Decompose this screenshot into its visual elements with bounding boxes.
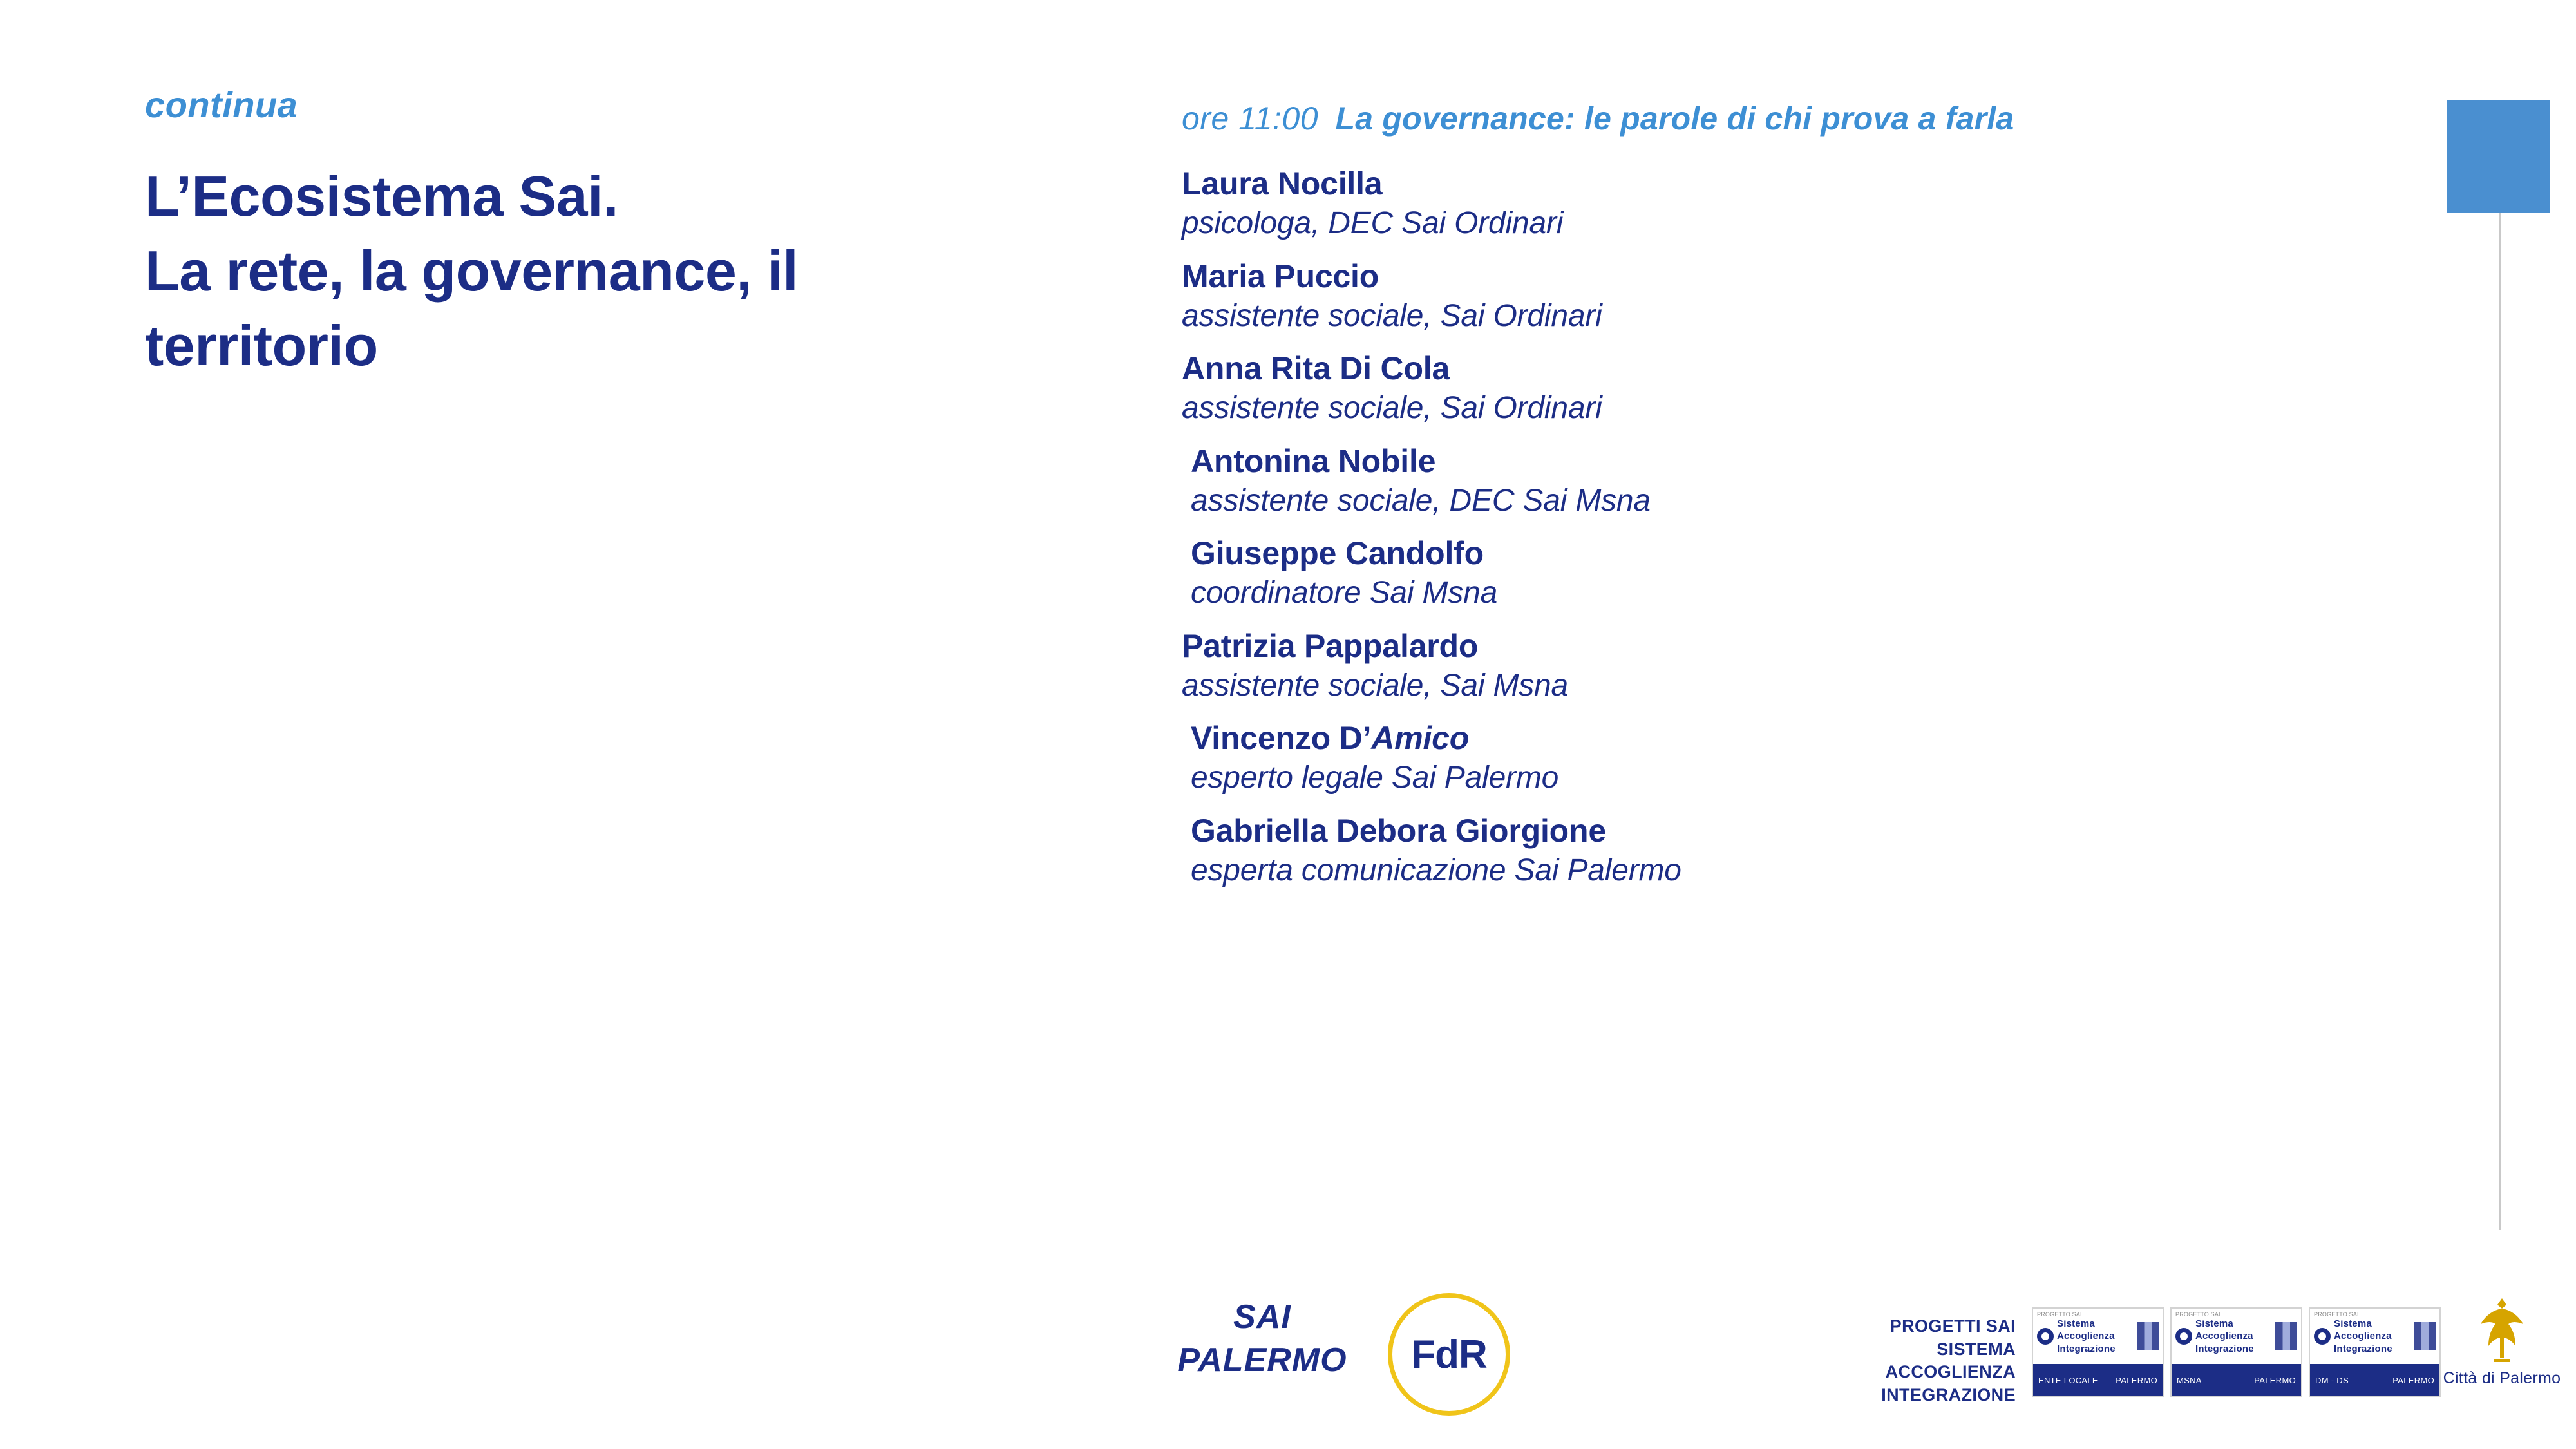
speaker-name: Giuseppe Candolfo	[1191, 535, 1484, 572]
session-time: ore 11:00	[1182, 100, 1319, 137]
progetti-sai-label: PROGETTI SAI SISTEMA ACCOGLIENZA INTEGRAZIONE	[1881, 1316, 2016, 1405]
page-title	[145, 159, 1046, 383]
eagle-crest-icon	[2474, 1296, 2530, 1367]
speaker-name: Antonina Nobile	[1191, 442, 1436, 479]
partner-logo-card	[2032, 1307, 2164, 1397]
sai-mark-icon	[2314, 1328, 2331, 1345]
fdr-logo: FdR	[1388, 1293, 1510, 1416]
speaker-role: assistente sociale, Sai Msna	[1182, 668, 1569, 703]
continua-kicker: continua	[145, 84, 298, 125]
speaker-entry	[1182, 534, 2438, 612]
left-column	[145, 84, 1046, 383]
partner-card-words: Sistema Accoglienza Integrazione	[2195, 1318, 2254, 1354]
partner-card-bottom	[2033, 1364, 2163, 1396]
partner-card-bottom	[2172, 1364, 2301, 1396]
sai-mark-icon	[2175, 1328, 2192, 1345]
speaker-name	[1191, 719, 2438, 758]
speaker-role: assistente sociale, Sai Ordinari	[1182, 298, 1602, 333]
speaker-entry	[1182, 627, 2438, 705]
citta-di-palermo-logo	[2441, 1296, 2563, 1388]
speaker-role: coordinatore Sai Msna	[1191, 576, 1498, 611]
partner-card-bottom-left: ENTE LOCALE	[2038, 1375, 2098, 1385]
partner-card-bottom	[2310, 1364, 2439, 1396]
speaker-name: Anna Rita Di Cola	[1182, 350, 1450, 387]
speaker-role: assistente sociale, DEC Sai Msna	[1191, 483, 1651, 518]
page-title-line-1: L’Ecosistema Sai.	[145, 164, 618, 228]
citta-di-palermo-label: Città di Palermo	[2443, 1369, 2561, 1387]
partner-card-bottom-right: PALERMO	[2392, 1375, 2434, 1385]
speaker-entry	[1182, 811, 2438, 890]
partner-card-words: Sistema Accoglienza Integrazione	[2334, 1318, 2392, 1354]
speaker-role: psicologa, DEC Sai Ordinari	[1182, 206, 1564, 240]
speaker-name: Laura Nocilla	[1182, 166, 1383, 202]
speaker-entry	[1182, 164, 2438, 243]
speaker-role: assistente sociale, Sai Ordinari	[1182, 391, 1602, 426]
page-title-line-3: territorio	[145, 314, 378, 378]
session-header	[1182, 100, 2438, 137]
flag-icon	[2414, 1322, 2436, 1350]
session-title: La governance: le parole di chi prova a farla	[1335, 100, 2014, 137]
speaker-name: Gabriella Debora Giorgione	[1191, 812, 1606, 849]
partner-card-tiny-label: PROGETTO SAI	[2037, 1311, 2082, 1318]
partner-card-bottom-right: PALERMO	[2116, 1375, 2157, 1385]
footer-logos	[0, 1282, 2576, 1449]
speaker-name-italic: Amico	[1371, 720, 1470, 757]
partner-card-tiny-label: PROGETTO SAI	[2314, 1311, 2359, 1318]
speaker-entry	[1182, 442, 2438, 520]
page-title-line-2: La rete, la governance, il	[145, 239, 799, 303]
partner-card-bottom-left: DM - DS	[2315, 1375, 2349, 1385]
speaker-entry	[1182, 349, 2438, 428]
sai-mark-icon	[2037, 1328, 2054, 1345]
partner-card-bottom-left: MSNA	[2177, 1375, 2202, 1385]
flag-icon	[2137, 1322, 2159, 1350]
speaker-name-plain: Vincenzo D’	[1191, 720, 1372, 757]
vertical-divider	[2499, 213, 2501, 1230]
speaker-entry	[1182, 719, 2438, 797]
sai-palermo-logo	[1172, 1296, 1352, 1381]
partner-logo-card	[2309, 1307, 2441, 1397]
speaker-entry	[1182, 257, 2438, 336]
speaker-name: Patrizia Pappalardo	[1182, 627, 1479, 664]
sai-palermo-line-1: SAI	[1233, 1298, 1291, 1336]
speaker-name: Maria Puccio	[1182, 258, 1379, 294]
program-column	[1182, 100, 2438, 904]
partner-card-bottom-right: PALERMO	[2254, 1375, 2296, 1385]
blue-square-decoration	[2447, 100, 2550, 213]
sai-palermo-line-2: PALERMO	[1177, 1341, 1347, 1379]
partner-card-tiny-label: PROGETTO SAI	[2175, 1311, 2221, 1318]
speaker-role: esperto legale Sai Palermo	[1191, 761, 1559, 795]
speaker-role: esperta comunicazione Sai Palermo	[1191, 853, 1681, 887]
flag-icon	[2275, 1322, 2297, 1350]
partner-logo-card	[2170, 1307, 2302, 1397]
partner-card-words: Sistema Accoglienza Integrazione	[2057, 1318, 2116, 1354]
